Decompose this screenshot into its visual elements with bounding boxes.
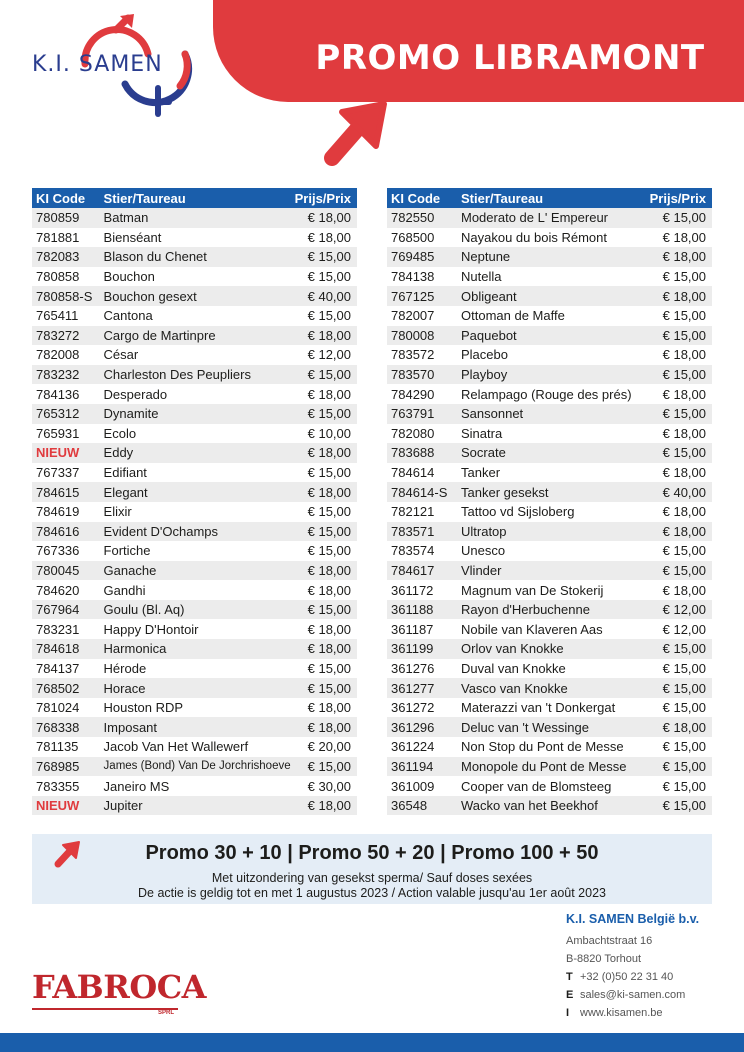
cell-price: € 18,00 [642, 522, 712, 542]
cell-price: € 15,00 [291, 678, 357, 698]
red-arrow-icon [312, 96, 392, 176]
fabroca-logo [32, 964, 206, 1024]
cell-price: € 18,00 [642, 384, 712, 404]
cell-name: Monopole du Pont de Messe [457, 757, 642, 777]
table-row [387, 228, 712, 248]
cell-code: 783574 [387, 541, 457, 561]
table-row [387, 737, 712, 757]
table-row [32, 619, 357, 639]
cell-price: € 15,00 [642, 208, 712, 228]
table-row [387, 247, 712, 267]
cell-price: € 18,00 [291, 639, 357, 659]
promo-exclusion-note: Met uitzondering van gesekst sperma/ Sauf doses sexées [211, 871, 533, 885]
logo-wordmark [32, 52, 163, 77]
table-row [387, 639, 712, 659]
phone-label: T [566, 971, 573, 983]
cell-name: Edifiant [100, 463, 291, 483]
table-row [387, 776, 712, 796]
cell-code: 784138 [387, 267, 457, 287]
cell-name: Janeiro MS [100, 776, 291, 796]
table-row [32, 580, 357, 600]
cell-code: 361296 [387, 717, 457, 737]
cell-name: Tanker [457, 463, 642, 483]
table-row [387, 306, 712, 326]
cell-code: 784136 [32, 384, 100, 404]
cell-price: € 15,00 [291, 404, 357, 424]
column-header-code: KI Code [387, 188, 457, 208]
table-row [32, 286, 357, 306]
address-street: Ambachtstraat 16 [566, 935, 653, 947]
table-row [32, 561, 357, 581]
cell-name: Duval van Knokke [457, 659, 642, 679]
column-header-price: Prijs/Prix [291, 188, 357, 208]
cell-code: 361277 [387, 678, 457, 698]
cell-name: Goulu (Bl. Aq) [100, 600, 291, 620]
table-row [32, 776, 357, 796]
cell-code: 361188 [387, 600, 457, 620]
promo-validity-note: De actie is geldig tot en met 1 augustus 2023 / Action valable jusqu'au 1er août 2023 [138, 886, 606, 900]
cell-code: 782080 [387, 424, 457, 444]
cell-price: € 15,00 [291, 757, 357, 777]
cell-code: 783572 [387, 345, 457, 365]
column-header-name: Stier/Taureau [100, 188, 291, 208]
cell-code: 767336 [32, 541, 100, 561]
cell-name: Jacob Van Het Wallewerf [100, 737, 291, 757]
column-header-code: KI Code [32, 188, 100, 208]
table-row [387, 678, 712, 698]
fabroca-suffix: SPRL [158, 1010, 175, 1016]
cell-code: 361172 [387, 580, 457, 600]
cell-code: 780008 [387, 326, 457, 346]
cell-name: Charleston Des Peupliers [100, 365, 291, 385]
cell-name: Gandhi [100, 580, 291, 600]
cell-price: € 12,00 [642, 619, 712, 639]
cell-code: 781135 [32, 737, 100, 757]
table-row [387, 796, 712, 816]
table-row [387, 482, 712, 502]
cell-name: Bouchon gesext [100, 286, 291, 306]
cell-name: César [100, 345, 291, 365]
table-row [387, 384, 712, 404]
cell-code: 784137 [32, 659, 100, 679]
cell-price: € 15,00 [291, 247, 357, 267]
cell-code: 765312 [32, 404, 100, 424]
table-row [32, 757, 357, 777]
table-row [32, 737, 357, 757]
table-row [387, 522, 712, 542]
cell-name: Tattoo vd Sijsloberg [457, 502, 642, 522]
cell-name: Blason du Chenet [100, 247, 291, 267]
cell-price: € 15,00 [291, 600, 357, 620]
cell-price: € 15,00 [291, 502, 357, 522]
cell-name: Elixir [100, 502, 291, 522]
cell-code: 767125 [387, 286, 457, 306]
table-row [32, 345, 357, 365]
cell-price: € 40,00 [291, 286, 357, 306]
phone-row [566, 968, 699, 986]
cell-price: € 18,00 [642, 717, 712, 737]
promo-banner [32, 834, 712, 904]
table-row [387, 267, 712, 287]
cell-code: 782083 [32, 247, 100, 267]
cell-name: Bienséant [100, 228, 291, 248]
cell-name: Deluc van 't Wessinge [457, 717, 642, 737]
table-row [387, 326, 712, 346]
table-row [387, 659, 712, 679]
cell-code: 781024 [32, 698, 100, 718]
footer-blue-bar [0, 1033, 744, 1052]
cell-name: Placebo [457, 345, 642, 365]
cell-name: Wacko van het Beekhof [457, 796, 642, 816]
cell-name: Moderato de L' Empereur [457, 208, 642, 228]
cell-name: Cargo de Martinpre [100, 326, 291, 346]
table-row [32, 424, 357, 444]
cell-price: € 15,00 [291, 365, 357, 385]
table-row [32, 443, 357, 463]
cell-code: 361194 [387, 757, 457, 777]
cell-name: Orlov van Knokke [457, 639, 642, 659]
table-row [32, 208, 357, 228]
cell-name: Relampago (Rouge des prés) [457, 384, 642, 404]
cell-code: 767964 [32, 600, 100, 620]
table-row [32, 384, 357, 404]
cell-price: € 15,00 [642, 737, 712, 757]
cell-code: 769485 [387, 247, 457, 267]
cell-name: Magnum van De Stokerij [457, 580, 642, 600]
cell-price: € 15,00 [642, 404, 712, 424]
table-row [387, 365, 712, 385]
table-header-row [387, 188, 712, 208]
cell-price: € 12,00 [291, 345, 357, 365]
cell-name: Dynamite [100, 404, 291, 424]
cell-code: 784616 [32, 522, 100, 542]
cell-price: € 18,00 [642, 424, 712, 444]
cell-price: € 15,00 [642, 443, 712, 463]
cell-price: € 18,00 [642, 228, 712, 248]
cell-price: € 18,00 [291, 698, 357, 718]
cell-price: € 10,00 [291, 424, 357, 444]
cell-code: 767337 [32, 463, 100, 483]
cell-name: Materazzi van 't Donkergat [457, 698, 642, 718]
cell-price: € 30,00 [291, 776, 357, 796]
table-row [32, 365, 357, 385]
cell-code: 782550 [387, 208, 457, 228]
cell-name: Imposant [100, 717, 291, 737]
cell-price: € 15,00 [642, 365, 712, 385]
cell-code: 784614 [387, 463, 457, 483]
cell-price: € 15,00 [642, 698, 712, 718]
cell-price: € 15,00 [642, 267, 712, 287]
cell-code: 783272 [32, 326, 100, 346]
table-row [32, 698, 357, 718]
bull-price-table-left [32, 188, 357, 815]
cell-price: € 15,00 [291, 541, 357, 561]
cell-name: Nutella [457, 267, 642, 287]
cell-name: Neptune [457, 247, 642, 267]
cell-price: € 15,00 [291, 659, 357, 679]
cell-name: Rayon d'Herbuchenne [457, 600, 642, 620]
cell-code: 361224 [387, 737, 457, 757]
cell-code: 361187 [387, 619, 457, 639]
cell-price: € 15,00 [642, 326, 712, 346]
web-row [566, 1004, 699, 1022]
table-row [387, 208, 712, 228]
cell-name: Batman [100, 208, 291, 228]
cell-code: 780858 [32, 267, 100, 287]
bull-price-table-right [387, 188, 712, 815]
cell-name: Cooper van de Blomsteeg [457, 776, 642, 796]
promo-headline: Promo 30 + 10 | Promo 50 + 20 | Promo 100 + 50 [145, 842, 599, 864]
website-link[interactable]: www.kisamen.be [580, 1007, 663, 1019]
cell-name: Playboy [457, 365, 642, 385]
cell-name: Ottoman de Maffe [457, 306, 642, 326]
table-header-row [32, 188, 357, 208]
table-row [387, 619, 712, 639]
table-row [32, 482, 357, 502]
cell-code: 784615 [32, 482, 100, 502]
table-row [32, 678, 357, 698]
cell-price: € 15,00 [642, 659, 712, 679]
table-row [32, 228, 357, 248]
column-header-price: Prijs/Prix [642, 188, 712, 208]
cell-code: 783688 [387, 443, 457, 463]
table-row [32, 796, 357, 816]
cell-price: € 15,00 [642, 796, 712, 816]
cell-code: NIEUW [32, 796, 100, 816]
table-row [387, 443, 712, 463]
cell-code: 784290 [387, 384, 457, 404]
cell-price: € 18,00 [642, 502, 712, 522]
table-row [387, 286, 712, 306]
cell-name: Bouchon [100, 267, 291, 287]
cell-name: Harmonica [100, 639, 291, 659]
cell-name: Sansonnet [457, 404, 642, 424]
cell-price: € 18,00 [291, 384, 357, 404]
cell-code: 768985 [32, 757, 100, 777]
table-row [32, 541, 357, 561]
cell-price: € 15,00 [291, 267, 357, 287]
cell-price: € 18,00 [642, 286, 712, 306]
cell-code: 783231 [32, 619, 100, 639]
cell-name: Ecolo [100, 424, 291, 444]
small-red-arrow-icon [52, 838, 82, 868]
web-label: I [566, 1007, 570, 1019]
cell-code: 36548 [387, 796, 457, 816]
table-row [387, 345, 712, 365]
cell-price: € 18,00 [291, 619, 357, 639]
logo-ki: K.I. [32, 52, 71, 77]
table-row [387, 463, 712, 483]
cell-name: Socrate [457, 443, 642, 463]
cell-name: Vasco van Knokke [457, 678, 642, 698]
table-row [32, 717, 357, 737]
cell-name: James (Bond) Van De Jorchrishoeve [100, 757, 291, 777]
table-row [32, 522, 357, 542]
cell-code: 782007 [387, 306, 457, 326]
table-row [387, 717, 712, 737]
cell-price: € 18,00 [642, 463, 712, 483]
cell-code: 361199 [387, 639, 457, 659]
cell-price: € 15,00 [642, 757, 712, 777]
cell-code: 783232 [32, 365, 100, 385]
cell-name: Eddy [100, 443, 291, 463]
cell-name: Vlinder [457, 561, 642, 581]
table-row [387, 424, 712, 444]
cell-code: 768338 [32, 717, 100, 737]
cell-price: € 18,00 [291, 717, 357, 737]
cell-price: € 15,00 [642, 541, 712, 561]
table-row [387, 502, 712, 522]
cell-price: € 15,00 [291, 522, 357, 542]
cell-name: Ganache [100, 561, 291, 581]
ki-samen-logo [30, 14, 200, 124]
table-row [387, 404, 712, 424]
cell-code: 780859 [32, 208, 100, 228]
cell-name: Unesco [457, 541, 642, 561]
table-row [32, 267, 357, 287]
column-header-name: Stier/Taureau [457, 188, 642, 208]
cell-price: € 18,00 [291, 228, 357, 248]
cell-name: Tanker gesekst [457, 482, 642, 502]
cell-price: € 18,00 [642, 247, 712, 267]
table-row [387, 698, 712, 718]
cell-code: 781881 [32, 228, 100, 248]
table-row [32, 326, 357, 346]
email-link[interactable]: sales@ki-samen.com [580, 989, 686, 1001]
table-row [32, 247, 357, 267]
email-label: E [566, 989, 574, 1001]
cell-name: Evident D'Ochamps [100, 522, 291, 542]
table-row [387, 580, 712, 600]
cell-code: 783355 [32, 776, 100, 796]
cell-name: Cantona [100, 306, 291, 326]
cell-code: 361009 [387, 776, 457, 796]
cell-code: 763791 [387, 404, 457, 424]
cell-price: € 18,00 [291, 326, 357, 346]
cell-code: 361272 [387, 698, 457, 718]
cell-name: Sinatra [457, 424, 642, 444]
cell-code: 765411 [32, 306, 100, 326]
cell-code: 783571 [387, 522, 457, 542]
cell-code: NIEUW [32, 443, 100, 463]
cell-price: € 15,00 [642, 639, 712, 659]
contact-block [566, 912, 699, 1022]
table-row [32, 306, 357, 326]
cell-name: Ultratop [457, 522, 642, 542]
table-row [32, 502, 357, 522]
cell-code: 780045 [32, 561, 100, 581]
cell-name: Hérode [100, 659, 291, 679]
table-row [387, 561, 712, 581]
cell-price: € 15,00 [291, 463, 357, 483]
cell-price: € 12,00 [642, 600, 712, 620]
cell-code: 768502 [32, 678, 100, 698]
cell-price: € 15,00 [642, 561, 712, 581]
table-row [387, 757, 712, 777]
table-row [32, 600, 357, 620]
cell-price: € 18,00 [291, 796, 357, 816]
cell-code: 783570 [387, 365, 457, 385]
cell-price: € 15,00 [642, 678, 712, 698]
cell-code: 784620 [32, 580, 100, 600]
cell-price: € 20,00 [291, 737, 357, 757]
cell-code: 782121 [387, 502, 457, 522]
cell-price: € 15,00 [642, 776, 712, 796]
fabroca-name: FABROCA [32, 968, 206, 1006]
cell-price: € 18,00 [291, 482, 357, 502]
cell-name: Obligeant [457, 286, 642, 306]
cell-name: Happy D'Hontoir [100, 619, 291, 639]
cell-name: Nayakou du bois Rémont [457, 228, 642, 248]
table-row [387, 541, 712, 561]
cell-price: € 18,00 [291, 443, 357, 463]
address-city: B-8820 Torhout [566, 953, 642, 965]
cell-name: Houston RDP [100, 698, 291, 718]
cell-code: 768500 [387, 228, 457, 248]
cell-price: € 18,00 [291, 561, 357, 581]
cell-name: Paquebot [457, 326, 642, 346]
cell-price: € 15,00 [642, 306, 712, 326]
cell-price: € 18,00 [642, 580, 712, 600]
table-row [32, 404, 357, 424]
cell-code: 782008 [32, 345, 100, 365]
cell-name: Jupiter [100, 796, 291, 816]
cell-name: Desperado [100, 384, 291, 404]
cell-code: 784617 [387, 561, 457, 581]
cell-name: Nobile van Klaveren Aas [457, 619, 642, 639]
table-row [387, 600, 712, 620]
fabroca-underline [32, 1008, 178, 1010]
cell-code: 784618 [32, 639, 100, 659]
cell-name: Horace [100, 678, 291, 698]
phone-number[interactable]: +32 (0)50 22 31 40 [580, 971, 674, 983]
cell-price: € 40,00 [642, 482, 712, 502]
cell-code: 784614-S [387, 482, 457, 502]
cell-code: 780858-S [32, 286, 100, 306]
cell-price: € 15,00 [291, 306, 357, 326]
cell-price: € 18,00 [291, 208, 357, 228]
cell-code: 765931 [32, 424, 100, 444]
company-name: K.I. SAMEN België b.v. [566, 912, 700, 926]
table-row [32, 639, 357, 659]
cell-price: € 18,00 [291, 580, 357, 600]
cell-code: 361276 [387, 659, 457, 679]
cell-price: € 18,00 [642, 345, 712, 365]
logo-samen: SAMEN [78, 52, 163, 77]
cell-name: Elegant [100, 482, 291, 502]
cell-code: 784619 [32, 502, 100, 522]
table-row [32, 463, 357, 483]
email-row [566, 986, 699, 1004]
page-title: PROMO LIBRAMONT [315, 38, 705, 78]
cell-name: Non Stop du Pont de Messe [457, 737, 642, 757]
table-row [32, 659, 357, 679]
cell-name: Fortiche [100, 541, 291, 561]
